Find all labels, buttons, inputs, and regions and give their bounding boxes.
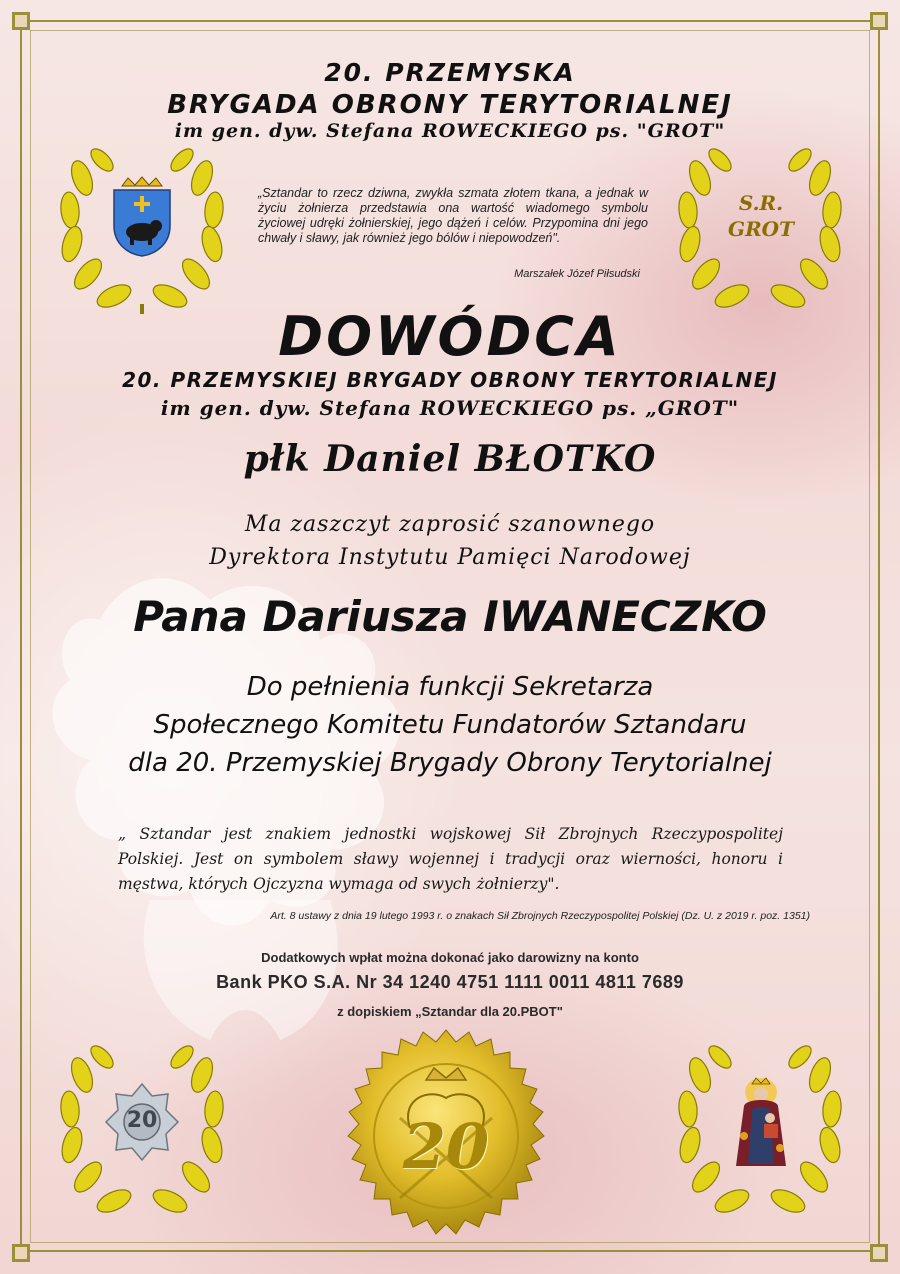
commander-title: DOWÓDCA xyxy=(278,305,622,368)
commander-unit-line2: im gen. dyw. Stefana ROWECKIEGO ps. „GROT" xyxy=(160,396,740,420)
brigade-header-line1: 20. PRZEMYSKA xyxy=(324,58,576,87)
guest-name: Pana Dariusza IWANECZKO xyxy=(133,592,767,641)
brigade-header-line3: im gen. dyw. Stefana ROWECKIEGO ps. "GROT" xyxy=(174,120,726,142)
commander-name: płk Daniel BŁOTKO xyxy=(243,438,657,480)
madonna-icon xyxy=(726,1076,796,1168)
law-quote: „ Sztandar jest znakiem jednostki wojskowej Sił Zbrojnych Rzeczypospolitej Polskiej. Jest on symbolem sławy wojennej i tradycji oraz wierności, honoru i męstwa, których Ojczyzna wymaga od swych żołnierzy". xyxy=(118,825,783,893)
frame-inner-top xyxy=(30,30,870,31)
grot-badge xyxy=(718,190,804,242)
frame-corner-br xyxy=(870,1244,888,1262)
grot-badge-line1: S.R. xyxy=(738,191,784,215)
invitation-line2: Dyrektora Instytutu Pamięci Narodowej xyxy=(209,545,691,570)
gold-seal-number: 20 xyxy=(402,1110,490,1183)
law-source: Art. 8 ustawy z dnia 19 lutego 1993 r. o znakach Sił Zbrojnych Rzeczypospolitej Polskiej (Dz. U. z 2019 r. poz. 1351) xyxy=(270,910,810,922)
invitation-line1: Ma zaszczyt zaprosić szanownego xyxy=(244,512,656,537)
role-line3: dla 20. Przemyskiej Brygady Obrony Terytorialnej xyxy=(128,748,772,778)
donation-line1: Dodatkowych wpłat można dokonać jako darowizny na konto xyxy=(261,950,639,965)
przemysl-coat-of-arms-icon xyxy=(108,176,176,258)
pilsudski-quote-author: Marszałek Józef Piłsudski xyxy=(514,268,640,280)
frame-corner-tr xyxy=(870,12,888,30)
frame-corner-bl xyxy=(12,1244,30,1262)
role-line2: Społecznego Komitetu Fundatorów Sztandaru xyxy=(153,710,747,740)
pilsudski-quote: „Sztandar to rzecz dziwna, zwykła szmata złotem tkana, a jednak w życiu żołnierza przedstawia ona wartość wiadomego symbolu życiowej udręki żołnierskiej, jego dążeń i celów. Przypomina dni jego chwały i sławy, jak również jego bólów i niepowodzeń". xyxy=(258,186,648,245)
donation-line3: z dopiskiem „Sztandar dla 20.PBOT" xyxy=(337,1004,563,1019)
role-line1: Do pełnienia funkcji Sekretarza xyxy=(246,672,654,702)
grot-badge-line2: GROT xyxy=(727,217,794,241)
commander-unit-line1: 20. PRZEMYSKIEJ BRYGADY OBRONY TERYTORIALNEJ xyxy=(122,368,778,392)
donation-account: Bank PKO S.A. Nr 34 1240 4751 1111 0011 4811 7689 xyxy=(216,972,684,992)
frame-top xyxy=(14,20,886,22)
unit-badge-number: 20 xyxy=(126,1108,158,1133)
frame-corner-tl xyxy=(12,12,30,30)
brigade-header-line2: BRYGADA OBRONY TERYTORIALNEJ xyxy=(167,90,733,120)
